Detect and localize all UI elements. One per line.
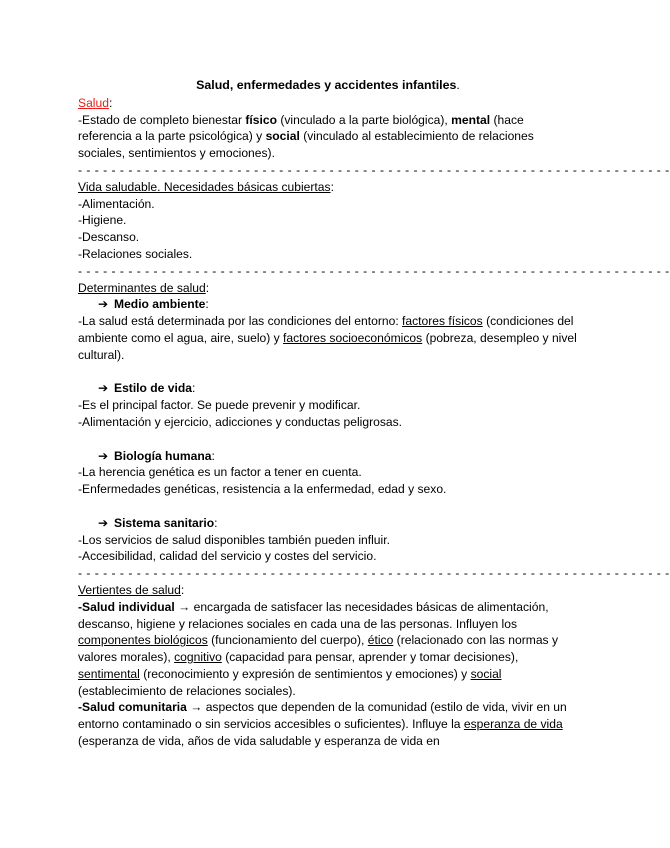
list-item: -Higiene. [78,213,127,228]
document-title: Salud, enfermedades y accidentes infantiles. [196,78,460,92]
medio-ambiente-heading: ➔ Medio ambiente: [98,297,209,312]
arrow-right-icon: ➔ [98,515,109,530]
arrow-right-icon: ➔ [98,381,109,396]
list-item: -Enfermedades genéticas, resistencia a la enfermedad, edad y sexo. [78,482,447,497]
list-item: -Descanso. [78,230,140,245]
arrow-icon: → [186,700,206,715]
salud-definition: -Estado de completo bienestar físico (vinculado a la parte biológica), mental (hace referencia a la parte psicológica) y social (vinculado al establecimiento de relaciones sociales, sentimientos y emociones). [78,112,534,161]
vertientes-heading: Vertientes de salud: [78,582,185,597]
list-item: -Alimentación y ejercicio, adicciones y conductas peligrosas. [78,414,402,429]
separator: - - - - - - - - - - - - - - - - - - - - - - - - - - - - - - - - - - - - - - - - - - - - - - - - - - - - - - - - - - - - - - - - - - - - - - - [78,263,670,278]
medio-ambiente-text: -La salud está determinada por las condiciones del entorno: factores físicos (condiciones del ambiente como el agua, aire, suelo) y factores socioeconómicos (pobreza, desempleo y nivel cultural). [78,314,577,362]
document-page [78,77,670,750]
list-item: -Relaciones sociales. [78,246,193,261]
estilo-vida-heading: ➔ Estilo de vida: [98,381,196,396]
separator: - - - - - - - - - - - - - - - - - - - - - - - - - - - - - - - - - - - - - - - - - - - - - - - - - - - - - - - - - - - - - - - - - - - - - - - [78,162,670,177]
salud-comunitaria-text: -Salud comunitaria → aspectos que dependen de la comunidad (estilo de vida, vivir en un entorno contaminado o sin servicios accesibles o suficientes). Influye la esperanza de vida (esperanza de vida, años de vida saludable y esperanza de vida en [78,700,567,749]
separator: - - - - - - - - - - - - - - - - - - - - - - - - - - - - - - - - - - - - - - - - - - - - - - - - - - - - - - - - - - - - - - - - - - - - - - - [78,566,670,581]
biologia-heading: ➔ Biología humana: [98,448,215,463]
list-item: -La herencia genética es un factor a tener en cuenta. [78,465,362,480]
list-item: -Accesibilidad, calidad del servicio y costes del servicio. [78,549,377,564]
list-item: -Es el principal factor. Se puede prevenir y modificar. [78,398,361,413]
list-item: -Los servicios de salud disponibles también pueden influir. [78,532,390,547]
arrow-right-icon: ➔ [98,297,109,312]
vida-heading: Vida saludable. Necesidades básicas cubiertas: [78,179,334,194]
salud-heading: Salud: [78,95,113,110]
determinantes-heading: Determinantes de salud: [78,280,210,295]
salud-individual-text: -Salud individual → encargada de satisfacer las necesidades básicas de alimentación, descanso, higiene y relaciones sociales en cada una de las personas. Influyen los componentes biológicos (funcionamiento del cuerpo), ético (relacionado con las normas y valores morales), cognitivo (capacidad para pensar, aprender y tomar decisiones), sentimental (reconocimiento y expresión de sentimientos y emociones) y social (establecimiento de relaciones sociales). [78,599,559,698]
arrow-right-icon: ➔ [98,448,109,463]
sistema-sanitario-heading: ➔ Sistema sanitario: [98,515,218,530]
arrow-icon: → [174,599,194,614]
list-item: -Alimentación. [78,196,155,211]
salud-label: Salud [78,95,109,110]
